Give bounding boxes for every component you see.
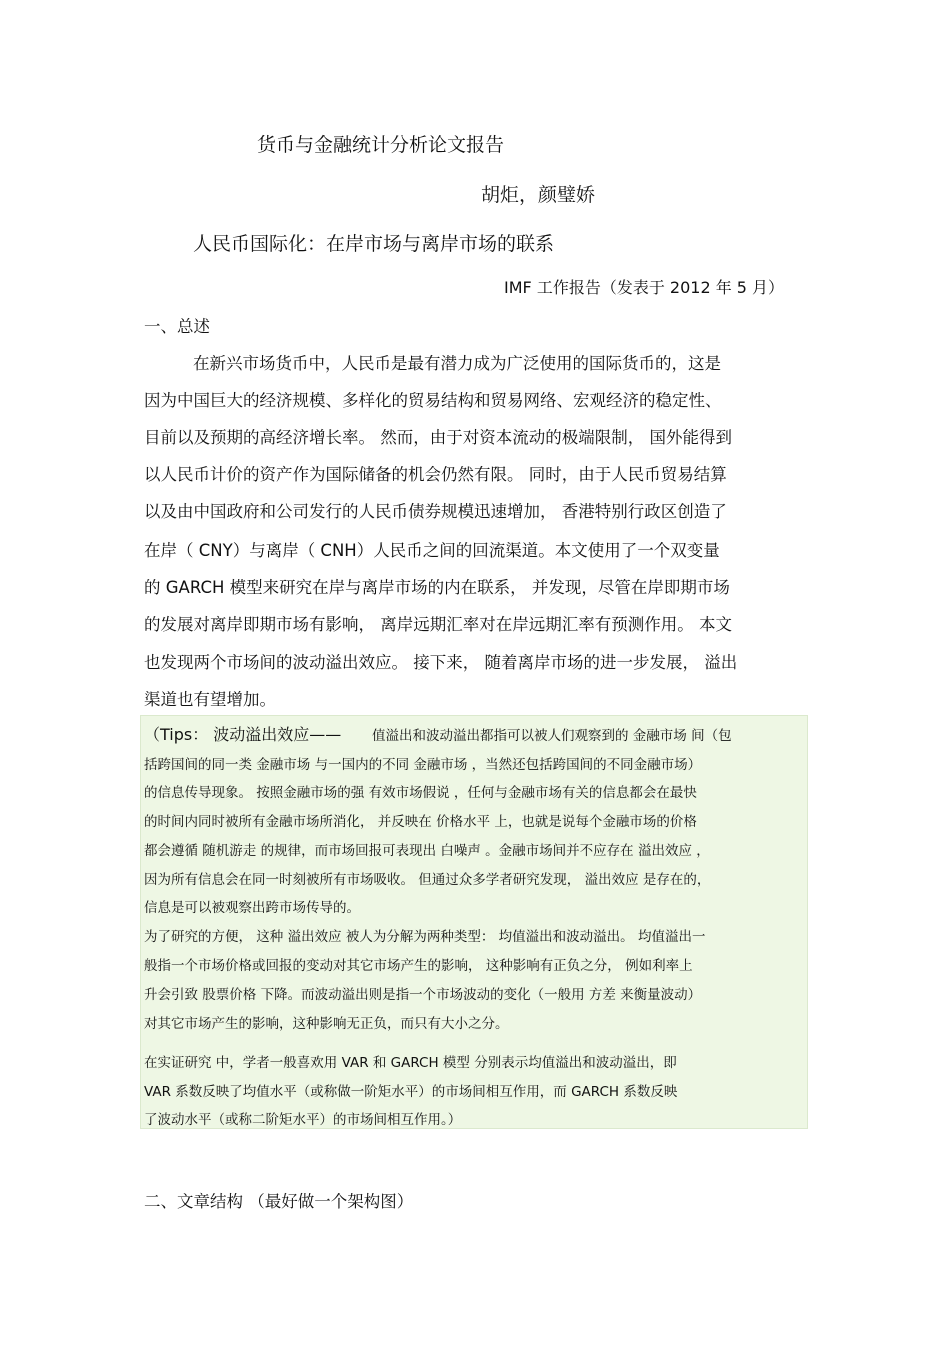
source-note: IMF 工作报告（发表于 2012 年 5 月） (504, 278, 785, 297)
tips-line: 括跨国间的同一类 金融市场 与一国内的不同 金融市场 ，当然还包括跨国间的不同金融市场） (144, 757, 702, 773)
tips-line: VAR 系数反映了均值水平（或称做一阶矩水平）的市场间相互作用，而 GARCH 系数反映 (144, 1084, 678, 1100)
section-heading-overview: 一、总述 (144, 317, 210, 336)
paragraph-line: 的 GARCH 模型来研究在岸与离岸市场的内在联系， 并发现，尽管在岸即期市场 (144, 578, 730, 597)
tips-line: 对其它市场产生的影响，这种影响无正负，而只有大小之分。 (144, 1016, 509, 1032)
tips-line: 的时间内同时被所有金融市场所消化， 并反映在 价格水平 上，也就是说每个金融市场的价格 (144, 814, 697, 830)
tips-line: 在实证研究 中，学者一般喜欢用 VAR 和 GARCH 模型 分别表示均值溢出和波动溢出，即 (144, 1055, 677, 1071)
tips-line: 都会遵循 随机游走 的规律，而市场回报可表现出 白噪声 。金融市场间并不应存在 溢出效应 ， (144, 843, 710, 859)
tips-line: 因为所有信息会在同一时刻被所有市场吸收。 但通过众多学者研究发现， 溢出效应 是存在的， (144, 872, 711, 888)
paragraph-line: 在岸（ CNY）与离岸（ CNH）人民币之间的回流渠道。本文使用了一个双变量 (144, 541, 720, 560)
section-heading-structure: 二、文章结构 （最好做一个架构图） (144, 1192, 414, 1211)
paragraph-line: 因为中国巨大的经济规模、多样化的贸易结构和贸易网络、宏观经济的稳定性、 (144, 391, 722, 410)
tips-line: 了波动水平（或称二阶矩水平）的市场间相互作用。） (144, 1112, 462, 1128)
tips-line: 值溢出和波动溢出都指可以被人们观察到的 金融市场 间（包 (372, 728, 732, 744)
paragraph-line: 渠道也有望增加。 (144, 690, 276, 709)
paragraph-line: 目前以及预期的高经济增长率。 然而，由于对资本流动的极端限制， 国外能得到 (144, 428, 732, 447)
paragraph-line: 的发展对离岸即期市场有影响， 离岸远期汇率对在岸远期汇率有预测作用。 本文 (144, 615, 732, 634)
tips-line: 为了研究的方便， 这种 溢出效应 被人为分解为两种类型： 均值溢出和波动溢出。 均值溢出一 (144, 929, 706, 945)
tips-line: 的信息传导现象。 按照金融市场的强 有效市场假说 ，任何与金融市场有关的信息都会在最快 (144, 785, 697, 801)
tips-heading: （Tips： 波动溢出效应—— (144, 725, 342, 744)
course-title: 货币与金融统计分析论文报告 (257, 134, 505, 156)
tips-line: 升会引致 股票价格 下降。而波动溢出则是指一个市场波动的变化（一般用 方差 来衡量波动） (144, 987, 702, 1003)
authors: 胡炬，颜璧娇 (481, 184, 596, 206)
paper-title: 人民币国际化：在岸市场与离岸市场的联系 (193, 233, 555, 255)
paragraph-line: 以及由中国政府和公司发行的人民币债券规模迅速增加， 香港特别行政区创造了 (144, 502, 727, 521)
paragraph-line: 以人民币计价的资产作为国际储备的机会仍然有限。 同时，由于人民币贸易结算 (144, 465, 727, 484)
paragraph-line: 也发现两个市场间的波动溢出效应。 接下来， 随着离岸市场的进一步发展， 溢出 (144, 653, 738, 672)
paragraph-line: 在新兴市场货币中，人民币是最有潜力成为广泛使用的国际货币的，这是 (193, 354, 721, 373)
tips-line: 般指一个市场价格或回报的变动对其它市场产生的影响， 这种影响有正负之分， 例如利率上 (144, 958, 693, 974)
tips-line: 信息是可以被观察出跨市场传导的。 (144, 900, 360, 916)
